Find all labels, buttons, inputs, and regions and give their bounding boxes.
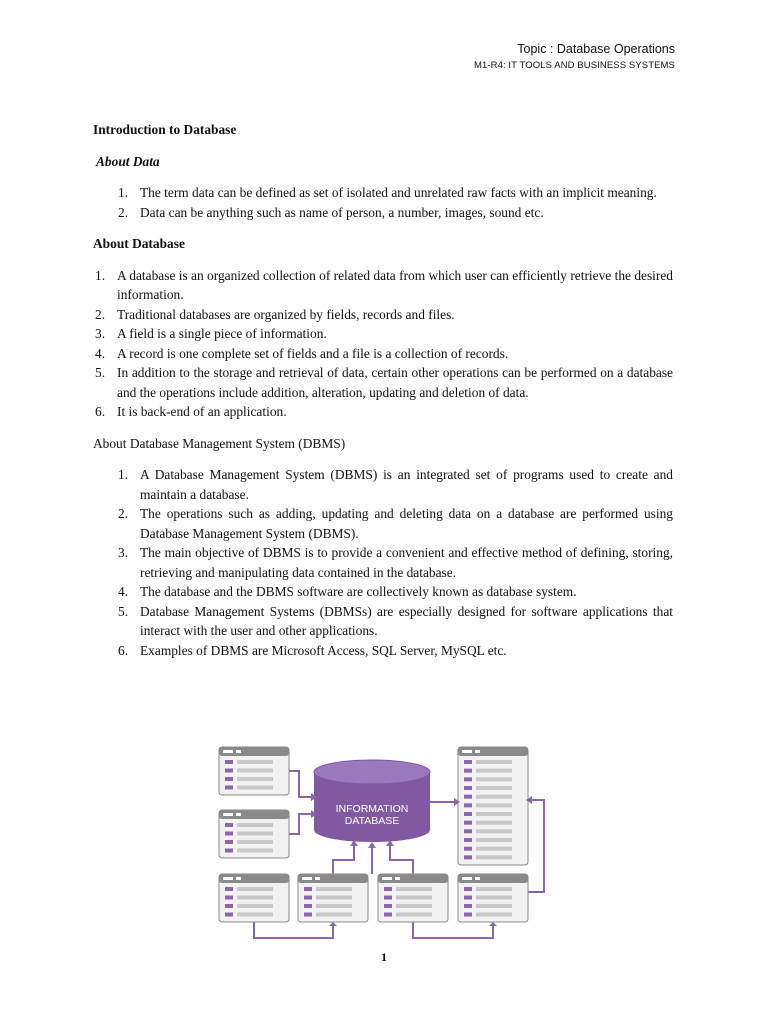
about-database-list — [93, 266, 673, 422]
header-topic: Topic : Database Operations — [517, 42, 675, 56]
connector-line — [289, 771, 311, 797]
diagram-label-line2: DATABASE — [344, 815, 400, 827]
list-item: 3. A field is a single piece of information. — [95, 326, 327, 341]
connector-line — [333, 846, 354, 874]
arrow-up-icon — [329, 922, 337, 926]
list-item: 1. The term data can be defined as set of isolated and unrelated raw facts with an implicit meaning. — [118, 185, 657, 200]
connector-line — [528, 800, 544, 892]
diagram-label-line1: INFORMATION — [335, 803, 409, 815]
client-window-left-bottom — [219, 810, 289, 858]
client-window-bottom-1 — [219, 874, 289, 922]
client-window-right-tall — [458, 747, 528, 865]
list-item: 4. The database and the DBMS software are collectively known as database system. — [118, 584, 577, 599]
connector-line — [413, 922, 493, 938]
list-item: 2. Traditional databases are organized by fields, records and files. — [95, 306, 455, 322]
list-item: 2. The operations such as adding, updating and deleting data on a database are performed using Database Management System (DBMS). — [118, 506, 673, 541]
list-item: 2. Data can be anything such as name of person, a number, images, sound etc. — [118, 204, 544, 220]
connector-line — [390, 846, 413, 874]
list-item: 6. It is back-end of an application. — [95, 404, 287, 419]
client-window-bottom-4 — [458, 874, 528, 922]
database-diagram — [214, 742, 554, 942]
header-course: M1-R4: IT TOOLS AND BUSINESS SYSTEMS — [473, 60, 675, 71]
list-item: 6. Examples of DBMS are Microsoft Access, SQL Server, MySQL etc. — [118, 642, 507, 658]
list-item: 1. A database is an organized collection of related data from which user can efficiently retrieve the desired information. — [95, 267, 673, 302]
about-data-heading: About Data — [96, 153, 160, 169]
page-number: 1 — [381, 950, 387, 964]
about-data-list — [93, 183, 673, 222]
client-window-bottom-3 — [378, 874, 448, 922]
list-item: 3. The main objective of DBMS is to provide a convenient and effective method of defining, storing, retrieving and manipulating data contained in the database. — [118, 545, 673, 580]
connector-line — [289, 814, 311, 834]
arrow-up-icon — [368, 842, 376, 848]
database-cylinder — [314, 760, 430, 842]
connector-line — [254, 922, 333, 938]
client-window-left-top — [219, 747, 289, 795]
list-item: 1. A Database Management System (DBMS) is an integrated set of programs used to create and maintain a database. — [118, 467, 673, 502]
client-window-bottom-2 — [298, 874, 368, 922]
list-item: 4. A record is one complete set of fields and a file is a collection of records. — [95, 345, 509, 361]
list-item: 5. In addition to the storage and retrieval of data, certain other operations can be performed on a database and the operations include addition, alteration, updating and deletion of data. — [95, 365, 673, 400]
about-dbms-heading: About Database Management System (DBMS) — [93, 435, 346, 451]
arrow-up-icon — [489, 922, 497, 926]
about-database-heading: About Database — [93, 236, 185, 251]
about-dbms-list — [93, 465, 673, 660]
list-item: 5. Database Management Systems (DBMSs) are especially designed for software applications that interact with the user and other applications. — [118, 603, 673, 638]
intro-heading: Introduction to Database — [93, 122, 237, 137]
document-body — [93, 120, 673, 660]
